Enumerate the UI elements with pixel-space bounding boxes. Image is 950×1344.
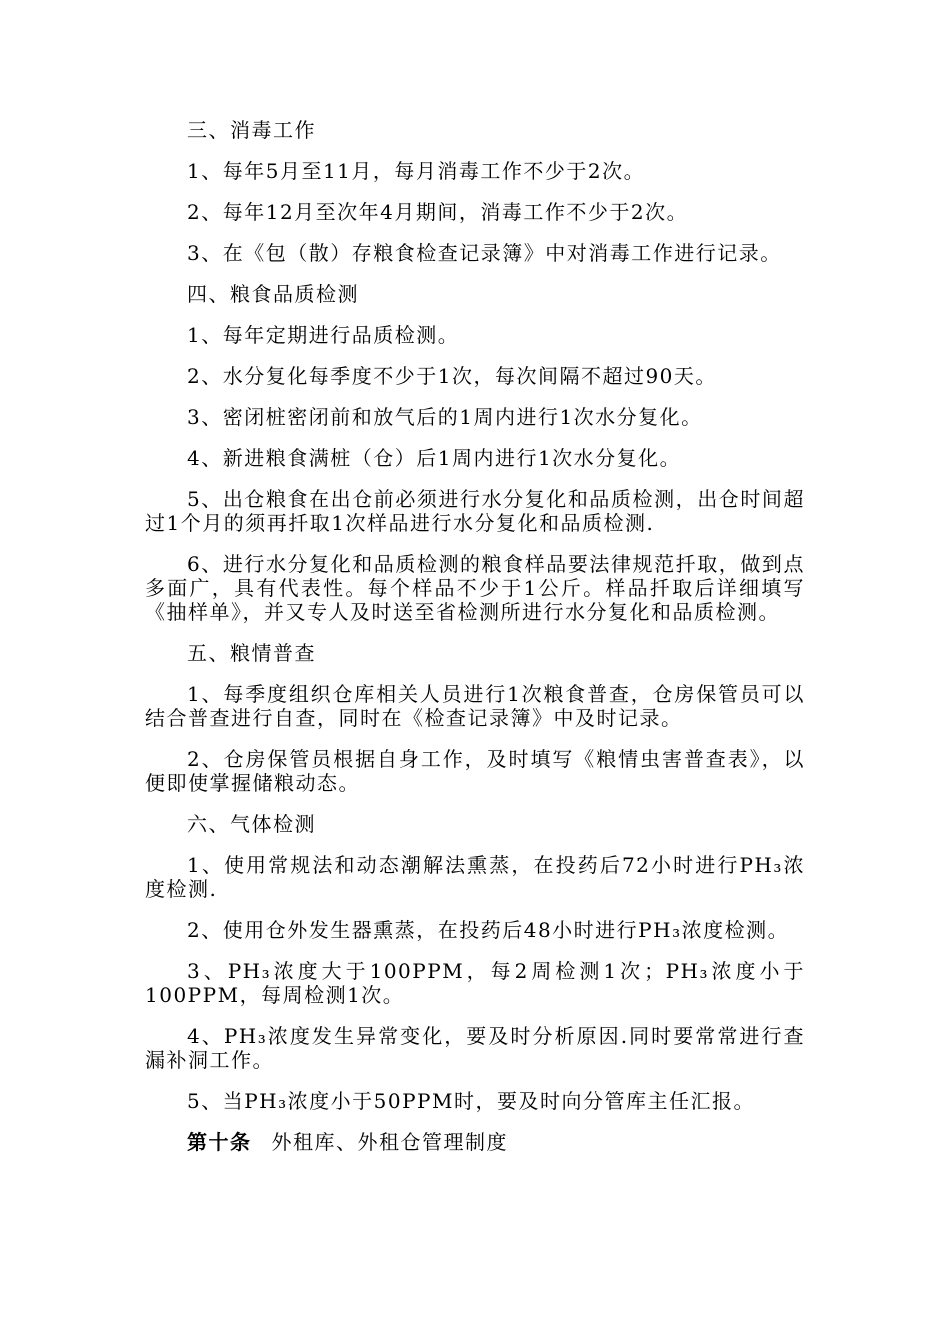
article-label: 第十条 (187, 1130, 252, 1154)
paragraph: 1、每季度组织仓库相关人员进行1次粮食普查，仓房保管员可以结合普查进行自查，同时在《检查记录簿》中及时记录。 (145, 682, 805, 730)
paragraph: 3、密闭桩密闭前和放气后的1周内进行1次水分复化。 (187, 405, 703, 429)
paragraph: 5、当PH₃浓度小于50PPM时，要及时向分管库主任汇报。 (187, 1089, 755, 1113)
paragraph: 2、水分复化每季度不少于1次，每次间隔不超过90天。 (187, 364, 717, 388)
paragraph: 1、每年定期进行品质检测。 (187, 323, 460, 347)
article-title: 外租库、外租仓管理制度 (271, 1130, 508, 1154)
paragraph: 1、使用常规法和动态潮解法熏蒸，在投药后72小时进行PH₃浓度检测. (145, 853, 805, 901)
section-heading-grain-survey: 五、粮情普查 (187, 641, 316, 665)
paragraph: 4、PH₃浓度发生异常变化，要及时分析原因.同时要常常进行查漏补洞工作。 (145, 1024, 805, 1072)
paragraph: 6、进行水分复化和品质检测的粮食样品要法律规范扦取，做到点多面广，具有代表性。每个样品不少于1公斤。样品扦取后详细填写《抽样单》，并又专人及时送至省检测所进行水分复化和品质检测。 (145, 552, 805, 624)
paragraph: 2、使用仓外发生器熏蒸，在投药后48小时进行PH₃浓度检测。 (187, 918, 790, 942)
paragraph: 3、PH₃浓度大于100PPM，每2周检测1次；PH₃浓度小于100PPM，每周检测1次。 (145, 959, 805, 1007)
article-heading (145, 1130, 805, 1154)
paragraph: 4、新进粮食满桩（仓）后1周内进行1次水分复化。 (187, 446, 682, 470)
section-heading-gas-detection: 六、气体检测 (187, 812, 316, 836)
paragraph: 3、在《包（散）存粮食检查记录簿》中对消毒工作进行记录。 (187, 241, 782, 265)
paragraph: 2、每年12月至次年4月期间，消毒工作不少于2次。 (187, 200, 689, 224)
section-heading-quality-testing: 四、粮食品质检测 (187, 282, 359, 306)
paragraph: 1、每年5月至11月，每月消毒工作不少于2次。 (187, 159, 646, 183)
section-heading-disinfection: 三、消毒工作 (187, 118, 316, 142)
document-body (145, 118, 805, 1171)
paragraph: 2、仓房保管员根据自身工作，及时填写《粮情虫害普查表》，以便即使掌握储粮动态。 (145, 747, 805, 795)
paragraph: 5、出仓粮食在出仓前必须进行水分复化和品质检测，出仓时间超过1个月的须再扦取1次样品进行水分复化和品质检测. (145, 487, 805, 535)
